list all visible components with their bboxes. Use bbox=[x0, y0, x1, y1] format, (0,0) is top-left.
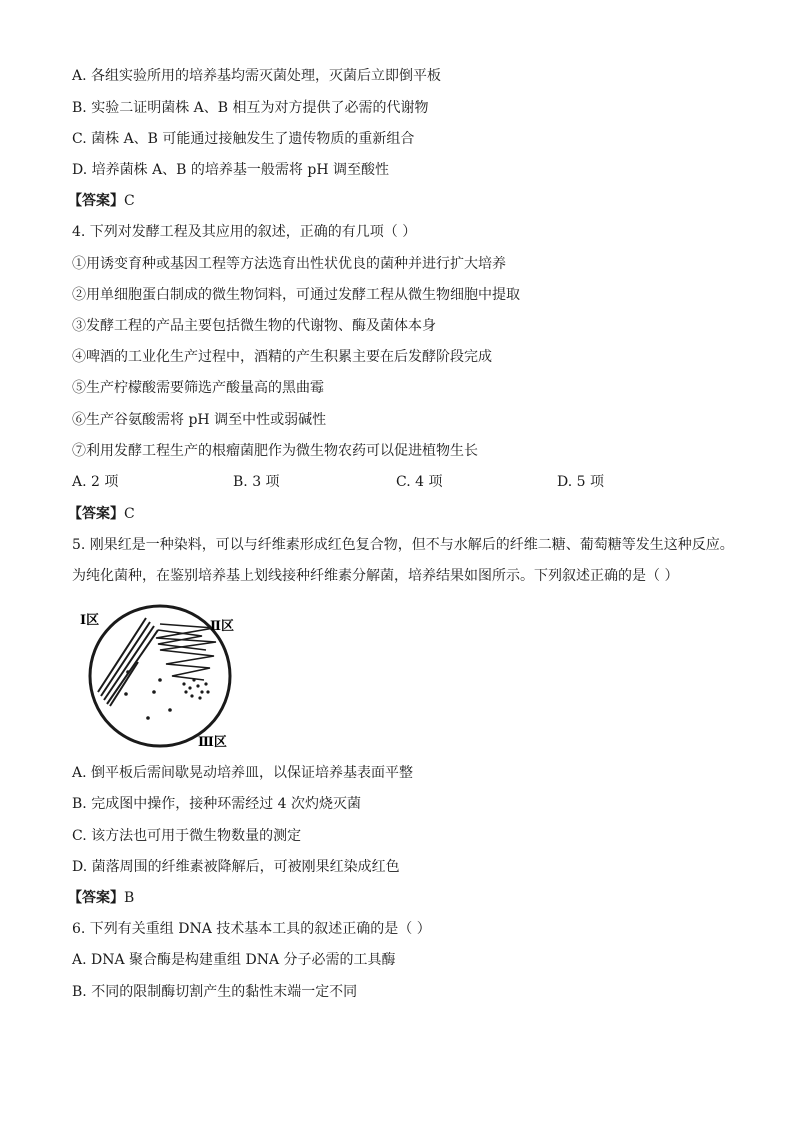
zone2-label: Ⅱ区 bbox=[210, 619, 234, 634]
q5-stem-line-2: 为纯化菌种，在鉴别培养基上划线接种纤维素分解菌，培养结果如图所示。下列叙述正确的是（ ） bbox=[72, 568, 679, 584]
q4-item-7: ⑦利用发酵工程生产的根瘤菌肥作为微生物农药可以促进植物生长 bbox=[72, 443, 478, 459]
q6-stem: 6. 下列有关重组 DNA 技术基本工具的叙述正确的是（ ） bbox=[72, 921, 431, 937]
answer-value: B bbox=[124, 890, 135, 906]
answer-value: C bbox=[124, 506, 135, 522]
zone3-colonies bbox=[124, 670, 209, 720]
petri-dish-figure bbox=[76, 600, 246, 750]
q4-item-5: ⑤生产柠檬酸需要筛选产酸量高的黑曲霉 bbox=[72, 380, 324, 396]
q6-option-a: A. DNA 聚合酶是构建重组 DNA 分子必需的工具酶 bbox=[72, 952, 396, 968]
q3-option-b: B. 实验二证明菌株 A、B 相互为对方提供了必需的代谢物 bbox=[72, 100, 429, 116]
q4-choice-c: C. 4 项 bbox=[396, 474, 443, 490]
q5-stem-line-1: 5. 刚果红是一种染料，可以与纤维素形成红色复合物，但不与水解后的纤维二糖、葡萄糖等发生这种反应。 bbox=[72, 537, 734, 553]
q4-item-6: ⑥生产谷氨酸需将 pH 调至中性或弱碱性 bbox=[72, 412, 327, 428]
q4-choice-d: D. 5 项 bbox=[557, 474, 604, 490]
answer-label: 【答案】 bbox=[68, 506, 124, 522]
q4-item-2: ②用单细胞蛋白制成的微生物饲料，可通过发酵工程从微生物细胞中提取 bbox=[72, 287, 520, 303]
zone1-label: Ⅰ区 bbox=[80, 613, 100, 628]
q6-option-b: B. 不同的限制酶切割产生的黏性末端一定不同 bbox=[72, 984, 358, 1000]
q4-item-1: ①用诱变育种或基因工程等方法选育出性状优良的菌种并进行扩大培养 bbox=[72, 256, 506, 272]
q4-stem: 4. 下列对发酵工程及其应用的叙述，正确的有几项（ ） bbox=[72, 224, 417, 240]
q4-item-4: ④啤酒的工业化生产过程中，酒精的产生积累主要在后发酵阶段完成 bbox=[72, 349, 492, 365]
q3-option-a: A. 各组实验所用的培养基均需灭菌处理，灭菌后立即倒平板 bbox=[72, 68, 442, 84]
q4-choice-a: A. 2 项 bbox=[72, 474, 119, 490]
q3-answer bbox=[68, 191, 135, 211]
q5-option-a: A. 倒平板后需间歇晃动培养皿，以保证培养基表面平整 bbox=[72, 765, 414, 781]
q5-option-b: B. 完成图中操作，接种环需经过 4 次灼烧灭菌 bbox=[72, 796, 361, 812]
q3-option-c: C. 菌株 A、B 可能通过接触发生了遗传物质的重新组合 bbox=[72, 131, 415, 147]
answer-value: C bbox=[124, 193, 135, 209]
petri-dish-drawing bbox=[76, 600, 246, 750]
q5-option-c: C. 该方法也可用于微生物数量的测定 bbox=[72, 828, 302, 844]
q5-answer bbox=[68, 888, 134, 908]
q5-option-d: D. 菌落周围的纤维素被降解后，可被刚果红染成红色 bbox=[72, 859, 400, 875]
answer-label: 【答案】 bbox=[68, 890, 124, 906]
q4-answer bbox=[68, 504, 135, 524]
zone2-streaks bbox=[156, 624, 216, 680]
q4-choice-b: B. 3 项 bbox=[233, 474, 280, 490]
zone3-label: Ⅲ区 bbox=[198, 735, 227, 750]
q3-option-d: D. 培养菌株 A、B 的培养基一般需将 pH 调至酸性 bbox=[72, 162, 389, 178]
answer-label: 【答案】 bbox=[68, 193, 124, 209]
q4-item-3: ③发酵工程的产品主要包括微生物的代谢物、酶及菌体本身 bbox=[72, 318, 436, 334]
